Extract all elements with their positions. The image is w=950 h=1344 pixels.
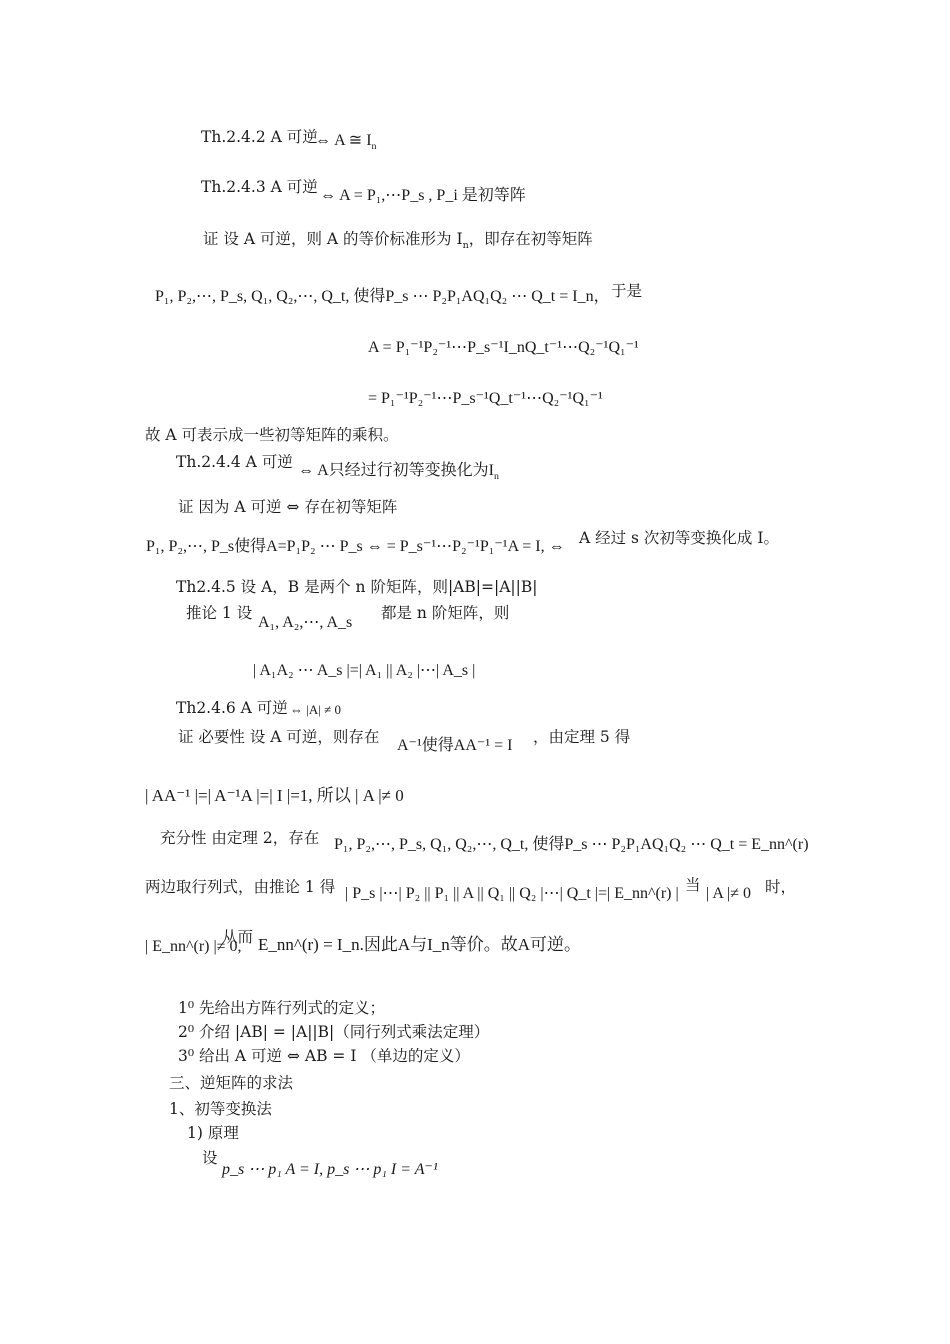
theorem-2-4-6-label: Th2.4.6 A 可逆 [176, 699, 288, 717]
theorem-2-4-6-formula: ⇔ |A| ≠ 0 [290, 702, 341, 717]
note-item-3: 3⁰ 给出 A 可逆 ⇔ AB = I （单边的定义） [178, 1047, 470, 1065]
equation-inverse-product-2: = P₁⁻¹P₂⁻¹⋯P_s⁻¹Q_t⁻¹⋯Q₂⁻¹Q₁⁻¹ [368, 390, 603, 407]
sufficiency-label: 充分性 由定理 2，存在 [160, 829, 320, 847]
theorem-2-4-3-formula: ⇔ A = P₁,⋯P_s , P_i 是初等阵 [320, 187, 526, 204]
corollary-1-matrices: A₁, A₂,⋯, A_s [258, 614, 353, 631]
equation-principle: p_s ⋯ p₁ A = I, p_s ⋯ p₁ I = A⁻¹ [222, 1161, 438, 1178]
equation-equivalence-conclusion: E_nn^(r) = I_n.因此A与I_n等价。故A可逆。 [258, 935, 582, 954]
note-item-1: 1⁰ 先给出方阵行列式的定义； [178, 999, 386, 1017]
proof-line-1: 证 设 A 可逆，则 A 的等价标准形为 $I_n$，即存在初等矩阵 [203, 230, 593, 252]
hence-text: 从而 [222, 928, 254, 946]
determinant-step-text: 两边取行列式，由推论 1 得 [145, 878, 336, 896]
let-text: 设 [202, 1149, 218, 1167]
equation-canonical-nonzero: | E_nn^(r) |≠ 0, [145, 938, 242, 955]
equation-det-inverse: | AA⁻¹ |=| A⁻¹A |=| I |=1, 所以 | A |≠ 0 [145, 786, 404, 805]
determinant-step-formula: | P_s |⋯| P₂ || P₁ || A || Q₁ || Q₂ |⋯| Q_t |=| E_nn^(r) | [345, 885, 679, 902]
theorem-2-4-3-label: Th.2.4.3 A 可逆 [201, 178, 318, 196]
sufficiency-formula: P₁, P₂,⋯, P_s, Q₁, Q₂,⋯, Q_t, 使得P_s ⋯ P₂P₁AQ₁Q₂ ⋯ Q_t = E_nn^(r) [334, 836, 809, 853]
subsection-elementary-transform: 1、初等变换法 [169, 1100, 272, 1118]
theorem-2-4-4-label: Th.2.4.4 A 可逆 [176, 453, 293, 471]
equation-inverse-product-1: A = P₁⁻¹P₂⁻¹⋯P_s⁻¹I_nQ_t⁻¹⋯Q₂⁻¹Q₁⁻¹ [368, 339, 639, 356]
det-nonzero: | A |≠ 0 [706, 885, 751, 902]
row-transform-conclusion: A 经过 s 次初等变换化成 I。 [579, 529, 779, 547]
necessity-proof: 证 必要性 设 A 可逆，则存在 [178, 728, 380, 746]
theorem-2-4-2-formula: ⇔ A ≅ $I_n$ [315, 132, 377, 153]
subsection-principle: 1) 原理 [187, 1124, 239, 1142]
proof-line-2: 证 因为 A 可逆 ⇔ 存在初等矩阵 [178, 498, 398, 516]
then-text: 时， [765, 878, 797, 896]
therefore-text: 于是 [611, 282, 643, 300]
theorem-2-4-2-label: Th.2.4.2 A 可逆 [201, 128, 318, 146]
necessity-formula: A⁻¹使得AA⁻¹ = I [397, 737, 513, 754]
section-heading-inverse-methods: 三、逆矩阵的求法 [169, 1074, 294, 1092]
corollary-1-tail: 都是 n 阶矩阵，则 [381, 604, 510, 622]
equation-determinant-product: | A₁A₂ ⋯ A_s |=| A₁ || A₂ |⋯| A_s | [253, 662, 476, 679]
when-text: 当 [685, 876, 701, 894]
conclusion-1: 故 A 可表示成一些初等矩阵的乘积。 [145, 426, 399, 444]
theorem-2-4-4-formula: ⇔ A只经过行初等变换化为$I_n$ [298, 462, 499, 483]
note-item-2: 2⁰ 介绍 |AB| = |A||B|（同行列式乘法定理） [178, 1023, 490, 1041]
theorem-2-4-5: Th2.4.5 设 A，B 是两个 n 阶矩阵，则|AB|=|A||B| [176, 578, 538, 596]
corollary-1-label: 推论 1 设 [186, 604, 253, 622]
equation-row-transform: P₁, P₂,⋯, P_s使得A=P₁P₂ ⋯ P_s ⇔ = P_s⁻¹⋯P₂⁻¹P₁⁻¹A = I, ⇔ [146, 538, 565, 555]
necessity-tail: ，由定理 5 得 [533, 728, 631, 746]
equation-elementary-decomposition: P₁, P₂,⋯, P_s, Q₁, Q₂,⋯, Q_t, 使得P_s ⋯ P₂P₁AQ₁Q₂ ⋯ Q_t = I_n， [155, 288, 610, 305]
